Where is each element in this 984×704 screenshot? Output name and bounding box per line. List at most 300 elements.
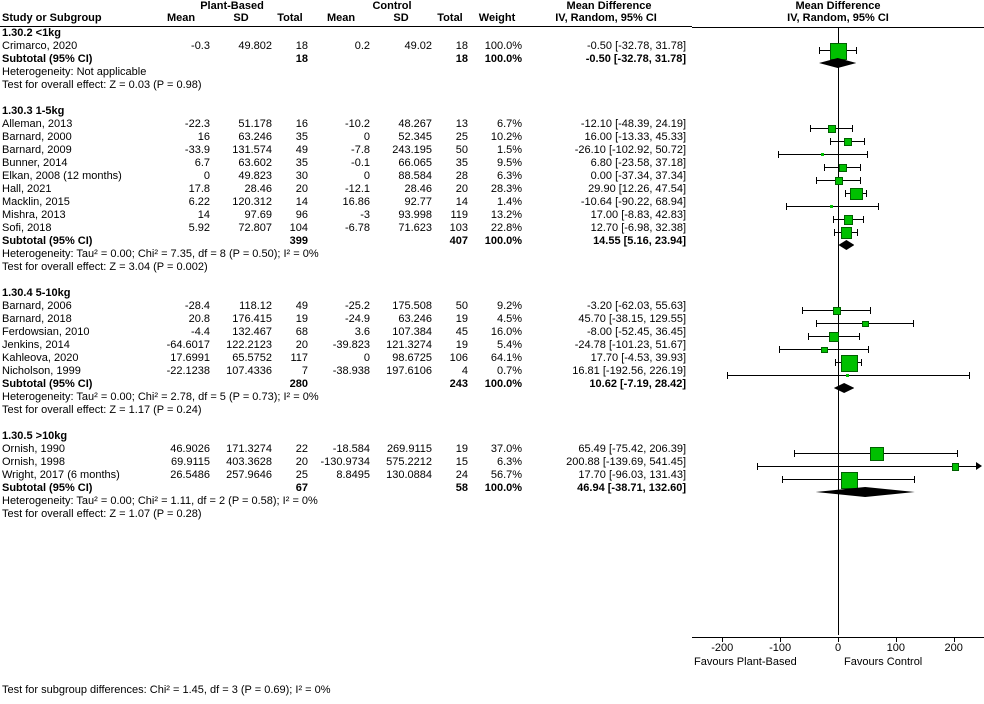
total-2: 19	[455, 339, 469, 351]
subtotal-total-2: 18	[455, 53, 469, 65]
study-name: Barnard, 2018	[2, 313, 72, 325]
sd-1: 63.602	[238, 157, 272, 169]
total-1: 20	[295, 183, 309, 195]
study-name: Wright, 2017 (6 months)	[2, 469, 120, 481]
sd-1: 107.4336	[226, 365, 272, 377]
spacer-row	[0, 417, 692, 430]
ci-cap	[870, 307, 871, 314]
mean-difference-ci: -12.10 [-48.39, 24.19]	[580, 118, 687, 130]
cell	[312, 235, 370, 248]
mean-difference-ci: -10.64 [-90.22, 68.94]	[580, 196, 687, 208]
mean-difference-ci: 17.70 [-4.53, 39.93]	[590, 352, 687, 364]
mean-1: -4.4	[191, 326, 210, 338]
ci-cap	[863, 216, 864, 223]
note-row	[0, 495, 692, 508]
weight: 16.0%	[490, 326, 523, 338]
overall-effect-note: Test for overall effect: Z = 3.04 (P = 0.002)	[2, 261, 208, 273]
mean-2: -25.2	[344, 300, 371, 312]
mean-difference-ci: 17.00 [-8.83, 42.83]	[590, 209, 687, 221]
sd-1: 118.12	[239, 300, 272, 312]
study-name: Mishra, 2013	[2, 209, 66, 221]
header-mean-1: Mean	[166, 12, 196, 24]
weight: 0.7%	[496, 365, 523, 377]
total-2: 24	[455, 469, 469, 481]
ci-cap	[816, 177, 817, 184]
subgroup-label: 1.30.5 >10kg	[2, 430, 68, 442]
x-axis-tick-label: -100	[769, 642, 792, 654]
total-1: 104	[289, 222, 309, 234]
ci-cap	[867, 151, 868, 158]
sd-2: 52.345	[398, 131, 433, 143]
subtotal-total-1: 399	[289, 235, 309, 247]
mean-1: -0.3	[191, 40, 210, 52]
mean-1: -22.3	[184, 118, 210, 130]
ci-cap	[808, 333, 809, 340]
study-name: Sofi, 2018	[2, 222, 52, 234]
weight: 6.3%	[496, 456, 523, 468]
effect-marker	[821, 347, 828, 354]
sd-2: 197.6106	[386, 365, 433, 377]
mean-difference-ci: -3.20 [-62.03, 55.63]	[586, 300, 687, 312]
total-2: 14	[455, 196, 469, 208]
effect-marker	[821, 153, 824, 156]
ci-cap	[864, 138, 865, 145]
header-total-2: Total	[437, 12, 463, 24]
effect-marker	[830, 205, 833, 208]
table-row	[0, 183, 692, 196]
mean-1: 6.22	[188, 196, 210, 208]
study-name: Ferdowsian, 2010	[2, 326, 90, 338]
sd-1: 49.823	[238, 170, 272, 182]
header-weight: Weight	[478, 12, 516, 24]
total-2: 35	[455, 157, 469, 169]
cell	[210, 235, 272, 248]
sd-1: 97.69	[244, 209, 272, 221]
subgroup-differences-note: Test for subgroup differences: Chi² = 1.45, df = 3 (P = 0.69); I² = 0%	[2, 684, 331, 696]
note-row	[0, 391, 692, 404]
sd-2: 121.3274	[386, 339, 433, 351]
overall-effect-note: Test for overall effect: Z = 1.07 (P = 0.28)	[2, 508, 202, 520]
sd-1: 132.467	[232, 326, 272, 338]
subtotal-label: Subtotal (95% CI)	[2, 378, 93, 390]
x-axis-tick-label: 0	[834, 642, 842, 654]
mean-1: -33.9	[184, 144, 210, 156]
study-name: Kahleova, 2020	[2, 352, 79, 364]
cell	[370, 235, 432, 248]
cell	[312, 482, 370, 495]
mean-difference-ci: 0.00 [-37.34, 37.34]	[590, 170, 687, 182]
mean-2: -18.584	[332, 443, 371, 455]
weight: 64.1%	[490, 352, 523, 364]
note-row	[0, 261, 692, 274]
sd-1: 403.3628	[226, 456, 272, 468]
ci-cap	[778, 151, 779, 158]
ci-cap	[914, 476, 915, 483]
effect-marker	[870, 447, 884, 461]
effect-marker	[835, 177, 842, 184]
total-2: 4	[461, 365, 469, 377]
sd-1: 49.802	[238, 40, 272, 52]
ci-cap	[852, 125, 853, 132]
mean-difference-ci: -26.10 [-102.92, 50.72]	[574, 144, 687, 156]
ci-arrow	[976, 462, 982, 470]
weight: 56.7%	[490, 469, 523, 481]
effect-marker	[952, 463, 959, 470]
effect-marker	[846, 374, 849, 377]
total-1: 96	[295, 209, 309, 221]
sd-1: 72.807	[238, 222, 272, 234]
axis-label-right: Favours Control	[844, 656, 923, 668]
weight: 9.2%	[496, 300, 523, 312]
total-2: 19	[455, 313, 469, 325]
mean-1: 16	[197, 131, 210, 143]
table-row	[0, 313, 692, 326]
mean-2: 0	[363, 352, 371, 364]
mean-difference-ci: -0.50 [-32.78, 31.78]	[586, 40, 687, 52]
subtotal-ci: 10.62 [-7.19, 28.42]	[589, 378, 687, 390]
header-control: Control	[372, 0, 412, 12]
spacer	[0, 521, 692, 534]
ci-cap	[913, 320, 914, 327]
mean-2: -10.2	[344, 118, 371, 130]
note-row	[0, 79, 692, 92]
ci-cap	[830, 138, 831, 145]
header-total-1: Total	[277, 12, 303, 24]
total-1: 18	[295, 40, 309, 52]
weight: 1.5%	[496, 144, 523, 156]
table-row	[0, 170, 692, 183]
mean-difference-ci: 65.49 [-75.42, 206.39]	[578, 443, 687, 455]
ci-cap	[834, 229, 835, 236]
effect-marker	[828, 125, 835, 132]
table-row	[0, 209, 692, 222]
cell	[370, 378, 432, 391]
weight: 6.7%	[496, 118, 523, 130]
subtotal-row	[0, 378, 692, 391]
table-row	[0, 352, 692, 365]
total-1: 20	[295, 456, 309, 468]
mean-2: -39.823	[332, 339, 371, 351]
sd-1: 51.178	[238, 118, 272, 130]
ci-cap	[819, 47, 820, 54]
total-2: 50	[455, 144, 469, 156]
subtotal-ci: -0.50 [-32.78, 31.78]	[585, 53, 687, 65]
subtotal-total-2: 243	[449, 378, 469, 390]
total-1: 22	[295, 443, 309, 455]
total-2: 15	[455, 456, 469, 468]
cell	[312, 53, 370, 66]
table-row	[0, 365, 692, 378]
ci-cap	[861, 359, 862, 366]
ci-cap	[816, 320, 817, 327]
table-row	[0, 222, 692, 235]
ci-cap	[860, 177, 861, 184]
ci-cap	[782, 476, 783, 483]
effect-marker	[862, 321, 868, 327]
total-2: 25	[455, 131, 469, 143]
cell	[210, 378, 272, 391]
mean-2: 8.8495	[336, 469, 371, 481]
spacer-row	[0, 92, 692, 105]
subtotal-diamond	[819, 58, 856, 68]
mean-2: -24.9	[344, 313, 371, 325]
axis-label-left: Favours Plant-Based	[694, 656, 797, 668]
header-sd-2: SD	[393, 12, 409, 24]
x-axis-tick-label: 100	[886, 642, 906, 654]
subtotal-total-2: 58	[455, 482, 469, 494]
subtotal-ci: 46.94 [-38.71, 132.60]	[577, 482, 687, 494]
weight: 6.3%	[496, 170, 523, 182]
subtotal-total-2: 407	[449, 235, 469, 247]
ci-cap	[845, 190, 846, 197]
sd-1: 257.9646	[226, 469, 272, 481]
total-2: 103	[449, 222, 469, 234]
ci-cap	[727, 372, 728, 379]
header-sd-1: SD	[233, 12, 249, 24]
ci-cap	[856, 47, 857, 54]
subtotal-diamond	[816, 487, 915, 497]
sd-1: 63.246	[238, 131, 272, 143]
study-name: Hall, 2021	[2, 183, 52, 195]
subgroup-header-row	[0, 430, 692, 443]
table-row	[0, 443, 692, 456]
sd-2: 243.195	[392, 144, 433, 156]
header-study: Study or Subgroup	[2, 12, 102, 24]
table-header-columns	[0, 12, 692, 25]
mean-difference-ci: -24.78 [-101.23, 51.67]	[574, 339, 687, 351]
subtotal-row	[0, 235, 692, 248]
mean-difference-ci: 12.70 [-6.98, 32.38]	[590, 222, 687, 234]
ci-cap	[824, 164, 825, 171]
total-2: 13	[455, 118, 469, 130]
mean-difference-ci: 16.00 [-13.33, 45.33]	[584, 131, 687, 143]
subtotal-row	[0, 482, 692, 495]
mean-2: 3.6	[354, 326, 371, 338]
note-row	[0, 248, 692, 261]
sd-1: 131.574	[232, 144, 272, 156]
total-2: 45	[455, 326, 469, 338]
table-row	[0, 131, 692, 144]
subtotal-diamond	[834, 383, 855, 393]
table-row	[0, 40, 692, 53]
mean-2: -7.8	[351, 144, 371, 156]
header-mean-2: Mean	[326, 12, 356, 24]
mean-1: 17.6991	[170, 352, 210, 364]
mean-2: -130.9734	[320, 456, 371, 468]
spacer	[0, 417, 692, 430]
sd-2: 66.065	[398, 157, 433, 169]
study-name: Bunner, 2014	[2, 157, 68, 169]
sd-2: 98.6725	[392, 352, 433, 364]
heterogeneity-note: Heterogeneity: Not applicable	[2, 66, 147, 78]
subtotal-weight: 100.0%	[484, 235, 523, 247]
total-2: 50	[455, 300, 469, 312]
ci-cap	[786, 203, 787, 210]
heterogeneity-note: Heterogeneity: Tau² = 0.00; Chi² = 7.35, df = 8 (P = 0.50); I² = 0%	[2, 248, 319, 260]
total-1: 19	[295, 313, 309, 325]
study-name: Barnard, 2006	[2, 300, 72, 312]
spacer	[0, 274, 692, 287]
ci-cap	[810, 125, 811, 132]
forest-plot-panel	[692, 0, 984, 704]
table-row	[0, 118, 692, 131]
weight: 10.2%	[490, 131, 523, 143]
study-name: Crimarco, 2020	[2, 40, 78, 52]
ci-cap	[866, 190, 867, 197]
subtotal-weight: 100.0%	[484, 378, 523, 390]
sd-1: 28.46	[244, 183, 272, 195]
mean-2: 0.2	[354, 40, 371, 52]
total-2: 19	[455, 443, 469, 455]
plot-header	[692, 0, 984, 25]
table-row	[0, 196, 692, 209]
subtotal-total-1: 67	[295, 482, 309, 494]
mean-1: -22.1238	[166, 365, 210, 377]
sd-2: 88.584	[398, 170, 433, 182]
note-row	[0, 66, 692, 79]
weight: 4.5%	[496, 313, 523, 325]
ci-cap	[794, 450, 795, 457]
subgroup-header-row	[0, 105, 692, 118]
total-1: 7	[301, 365, 309, 377]
study-name: Macklin, 2015	[2, 196, 70, 208]
mean-difference-ci: 200.88 [-139.69, 541.45]	[566, 456, 687, 468]
sd-2: 48.267	[398, 118, 433, 130]
weight: 22.8%	[490, 222, 523, 234]
mean-1: -28.4	[184, 300, 210, 312]
study-name: Ornish, 1998	[2, 456, 65, 468]
header-ci: IV, Random, 95% CI	[555, 12, 657, 24]
table-row	[0, 300, 692, 313]
study-name: Barnard, 2000	[2, 131, 72, 143]
ci-cap	[859, 333, 860, 340]
ci-cap	[868, 346, 869, 353]
sd-2: 175.508	[392, 300, 433, 312]
mean-1: 6.7	[194, 157, 210, 169]
subgroup-label: 1.30.3 1-5kg	[2, 105, 65, 117]
effect-marker	[844, 215, 853, 224]
weight: 1.4%	[496, 196, 523, 208]
total-1: 35	[295, 157, 309, 169]
x-axis-tick-label: -200	[711, 642, 734, 654]
subtotal-label: Subtotal (95% CI)	[2, 53, 93, 65]
total-1: 49	[295, 144, 309, 156]
mean-difference-ci: 45.70 [-38.15, 129.55]	[578, 313, 687, 325]
sd-1: 65.5752	[232, 352, 272, 364]
mean-difference-ci: -8.00 [-52.45, 36.45]	[586, 326, 687, 338]
study-name: Alleman, 2013	[2, 118, 73, 130]
mean-1: 69.9115	[171, 456, 210, 468]
overall-effect-note: Test for overall effect: Z = 0.03 (P = 0.98)	[2, 79, 202, 91]
table-row	[0, 469, 692, 482]
table-header-groups	[0, 0, 692, 12]
total-1: 14	[295, 196, 309, 208]
spacer-row	[0, 274, 692, 287]
mean-1: 20.8	[188, 313, 210, 325]
total-2: 106	[449, 352, 469, 364]
subgroup-label: 1.30.4 5-10kg	[2, 287, 71, 299]
effect-marker	[850, 188, 863, 201]
total-1: 35	[295, 131, 309, 143]
study-name: Nicholson, 1999	[2, 365, 81, 377]
weight: 37.0%	[490, 443, 523, 455]
mean-1: 26.5486	[170, 469, 210, 481]
cell	[152, 235, 210, 248]
mean-1: 17.8	[188, 183, 210, 195]
table-row	[0, 157, 692, 170]
sd-2: 28.46	[404, 183, 433, 195]
effect-marker	[839, 164, 847, 172]
cell	[210, 53, 272, 66]
mean-difference-ci: 6.80 [-23.58, 37.18]	[590, 157, 687, 169]
total-2: 28	[455, 170, 469, 182]
cell	[152, 378, 210, 391]
table-row	[0, 456, 692, 469]
cell	[370, 482, 432, 495]
spacer-row	[0, 521, 692, 534]
mean-2: 0	[363, 131, 371, 143]
effect-marker	[829, 332, 839, 342]
heterogeneity-note: Heterogeneity: Tau² = 0.00; Chi² = 2.78, df = 5 (P = 0.73); I² = 0%	[2, 391, 319, 403]
cell	[312, 378, 370, 391]
note-row	[0, 508, 692, 521]
mean-2: 16.86	[342, 196, 371, 208]
sd-2: 63.246	[398, 313, 433, 325]
mean-1: 46.9026	[170, 443, 210, 455]
sd-1: 122.2123	[226, 339, 272, 351]
header-mean-difference: Mean Difference	[566, 0, 652, 12]
ci-cap	[957, 450, 958, 457]
total-1: 20	[295, 339, 309, 351]
mean-2: 0	[363, 170, 371, 182]
ci-cap	[969, 372, 970, 379]
subtotal-diamond	[838, 240, 854, 250]
ci-cap	[757, 463, 758, 470]
weight: 5.4%	[496, 339, 523, 351]
total-1: 49	[295, 300, 309, 312]
sd-2: 269.9115	[386, 443, 433, 455]
weight: 100.0%	[484, 40, 523, 52]
table-row	[0, 326, 692, 339]
mean-2: -3	[360, 209, 371, 221]
subtotal-ci: 14.55 [5.16, 23.94]	[593, 235, 687, 247]
sd-2: 71.623	[398, 222, 433, 234]
subtotal-weight: 100.0%	[484, 482, 523, 494]
study-name: Barnard, 2009	[2, 144, 72, 156]
cell	[370, 53, 432, 66]
ci-cap	[833, 216, 834, 223]
sd-2: 92.77	[404, 196, 433, 208]
mean-1: -64.6017	[166, 339, 210, 351]
subtotal-weight: 100.0%	[484, 53, 523, 65]
weight: 28.3%	[490, 183, 523, 195]
total-1: 117	[290, 352, 309, 364]
plot-title: Mean Difference	[795, 0, 881, 12]
mean-2: -0.1	[351, 157, 371, 169]
subtotal-row	[0, 53, 692, 66]
total-2: 119	[450, 209, 469, 221]
ci-cap	[779, 346, 780, 353]
sd-2: 49.02	[404, 40, 433, 52]
ci-cap	[860, 164, 861, 171]
subtotal-label: Subtotal (95% CI)	[2, 482, 93, 494]
cell	[152, 53, 210, 66]
ci-cap	[878, 203, 879, 210]
effect-marker	[841, 227, 853, 239]
sd-1: 120.312	[232, 196, 272, 208]
total-1: 16	[295, 118, 309, 130]
x-axis-tick-label: 200	[944, 642, 963, 654]
